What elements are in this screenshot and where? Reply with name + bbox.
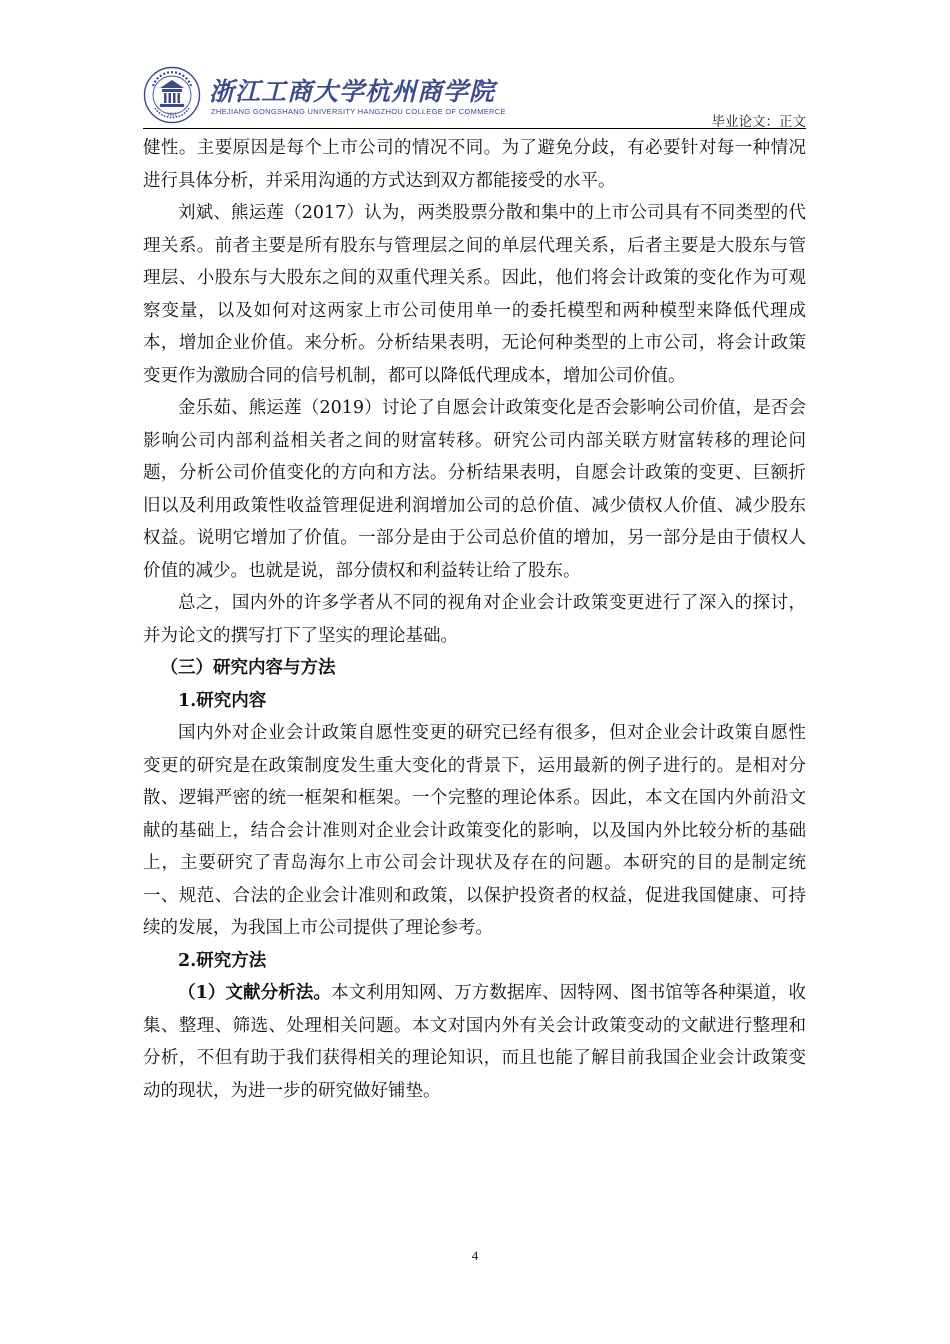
university-logo-english: ZHEJIANG GONGSHANG UNIVERSITY HANGZHOU COLLEGE OF COMMERCE [211,107,506,116]
paragraph-literature-method [143,977,806,1107]
subheading-research-method: 2.研究方法 [178,950,267,971]
paragraph-summary: 总之，国内外的许多学者从不同的视角对企业会计政策变更进行了深入的探讨，并为论文的撰写打下了坚实的理论基础。 [143,593,806,646]
header-divider [143,128,806,129]
document-section-label: 毕业论文：正文 [711,114,806,130]
page-number: 4 [471,1248,479,1263]
subheading-research-content: 1.研究内容 [178,690,267,711]
paragraph-liu-bin: 刘斌、熊运莲（2017）认为，两类股票分散和集中的上市公司具有不同类型的代理关系。前者主要是所有股东与管理层之间的单层代理关系，后者主要是大股东与管理层、小股东与大股东之间的双重代理关系。因此，他们将会计政策的变化作为可观察变量，以及如何对这两家上市公司使用单一的委托模型和两种模型来降低代理成本，增加企业价值。来分析。分析结果表明，无论何种类型的上市公司，将会计政策变更作为激励合同的信号机制，都可以降低代理成本，增加公司价值。 [143,203,806,386]
university-seal-icon [143,66,201,124]
page-header [143,66,806,130]
section-heading: （三）研究内容与方法 [160,658,336,678]
paragraph-research-content: 国内外对企业会计政策自愿性变更的研究已经有很多，但对企业会计政策自愿性变更的研究是在政策制度发生重大变化的背景下，运用最新的例子进行的。是相对分散、逻辑严密的统一框架和框架。一个完整的理论体系。因此，本文在国内外前沿文献的基础上，结合会计准则对企业会计政策变化的影响，以及国内外比较分析的基础上，主要研究了青岛海尔上市公司会计现状及存在的问题。本研究的目的是制定统一、规范、合法的企业会计准则和政策，以保护投资者的权益，促进我国健康、可持续的发展，为我国上市公司提供了理论参考。 [143,723,806,938]
paragraph-jin-leru: 金乐茹、熊运莲（2019）讨论了自愿会计政策变化是否会影响公司价值，是否会影响公司内部利益相关者之间的财富转移。研究公司内部关联方财富转移的理论问题，分析公司价值变化的方向和方法。分析结果表明，自愿会计政策的变更、巨额折旧以及利用政策性收益管理促进利润增加公司的总价值、减少债权人价值、减少股东权益。说明它增加了价值。一部分是由于公司总价值的增加，另一部分是由于债权人价值的减少。也就是说，部分债权和利益转让给了股东。 [143,398,806,581]
university-logo-text: 浙江工商大学杭州商学院 [209,77,496,106]
page-body [143,132,806,1107]
paragraph-continuation: 健性。主要原因是每个上市公司的情况不同。为了避免分歧，有必要针对每一种情况进行具体分析，并采用沟通的方式达到双方都能接受的水平。 [143,138,806,191]
method-description: 本文利用知网、万方数据库、因特网、图书馆等各种渠道，收集、整理、筛选、处理相关问题。本文对国内外有关会计政策变动的文献进行整理和分析，不但有助于我们获得相关的理论知识，而且也能了解目前我国企业会计政策变动的现状，为进一步的研究做好铺垫。 [143,983,806,1101]
method-lead-label: （1）文献分析法。 [178,983,332,1003]
svg-text:1911: 1911 [166,112,178,117]
